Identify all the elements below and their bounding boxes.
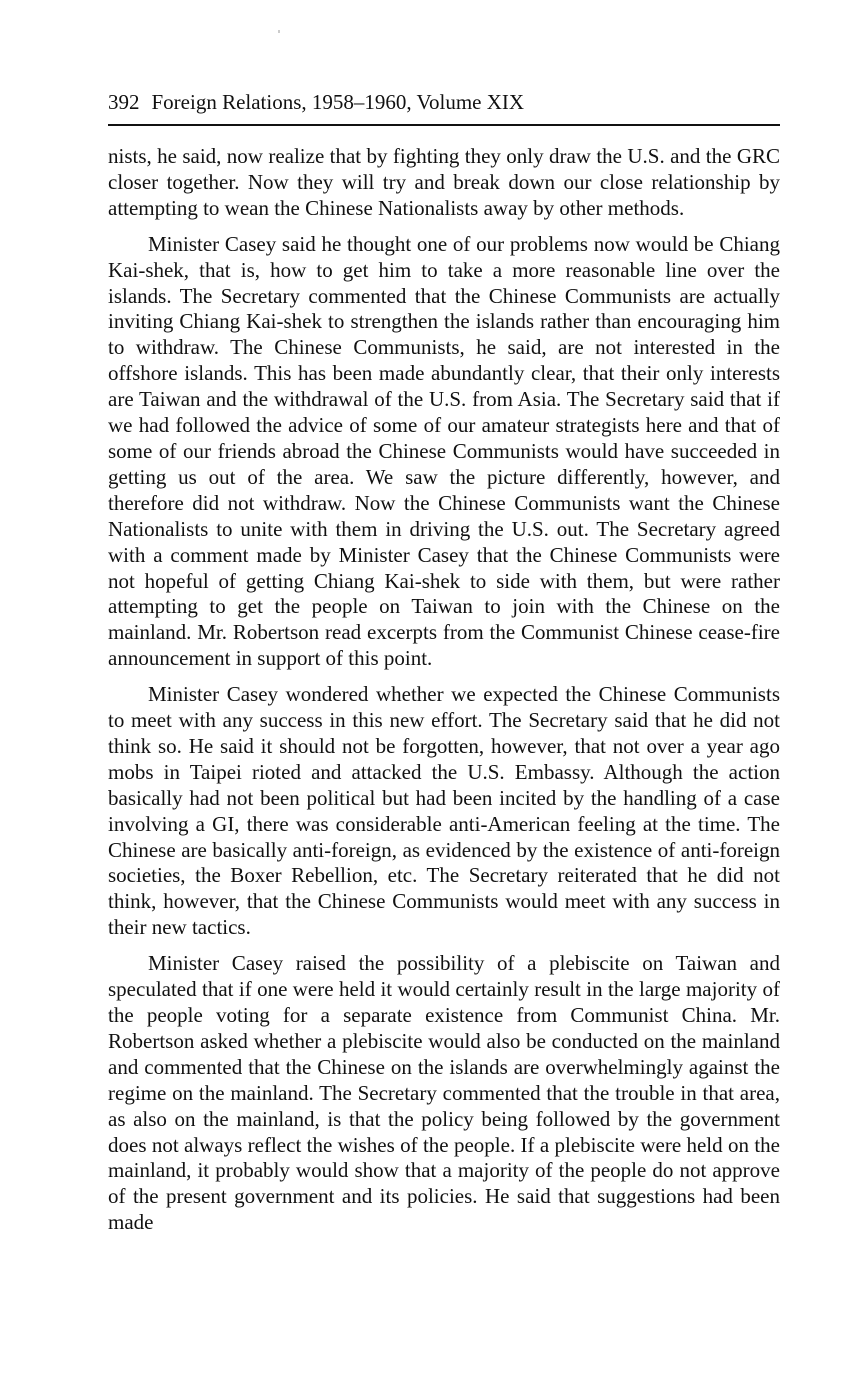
running-title: Foreign Relations, 1958–1960, Volume XIX xyxy=(151,90,525,114)
paragraph: Minister Casey wondered whether we expected the Chinese Communists to meet with any success in this new effort. The Secretary said that he did not think so. He said it should not be forgotten, however, that not over a year ago mobs in Taipei rioted and attacked the U.S. Embassy. Although the action basically had not been political but had been incited by the handling of a case involving a GI, there was considerable anti-American feeling at the time. The Chinese are basically anti-foreign, as evidenced by the existence of anti-foreign societies, the Boxer Rebellion, etc. The Secretary reiterated that he did not think, however, that the Chinese Communists would meet with any success in their new tactics. xyxy=(108,682,780,940)
paragraph-continued: nists, he said, now realize that by fighting they only draw the U.S. and the GRC closer together. Now they will try and break down our close relationship by attempting to wean the Chinese Nationalists away by other methods. xyxy=(108,144,780,220)
page-number: 392 xyxy=(108,90,140,114)
paragraph: Minister Casey said he thought one of our problems now would be Chiang Kai-shek, that is, how to get him to take a more reasonable line over the islands. The Secretary commented that the Chinese Communists are actually inviting Chiang Kai-shek to strengthen the islands rather than encouraging him to withdraw. The Chinese Communists, he said, are not interested in the offshore islands. This has been made abundantly clear, that their only interests are Taiwan and the withdrawal of the U.S. from Asia. The Secretary said that if we had followed the advice of some of our amateur strategists here and that of some of our friends abroad the Chinese Communists would have succeeded in getting us out of the area. We saw the picture differently, however, and therefore did not withdraw. Now the Chinese Communists want the Chinese Nationalists to unite with them in driving the U.S. out. The Secretary agreed with a comment made by Minister Casey that the Chinese Communists were not hopeful of getting Chiang Kai-shek to side with them, but were rather attempting to get the people on Taiwan to join with the Chinese on the mainland. Mr. Robertson read excerpts from the Communist Chinese cease-fire announcement in support of this point. xyxy=(108,231,780,671)
paragraph: Minister Casey raised the possibility of a plebiscite on Taiwan and speculated that if one were held it would certainly result in the large majority of the people voting for a separate existence from Communist China. Mr. Robertson asked whether a plebiscite would also be conducted on the mainland and commented that the Chinese on the islands are overwhelmingly against the regime on the mainland. The Secretary commented that the trouble in that area, as also on the mainland, is that the policy being followed by the government does not always reflect the wishes of the people. If a plebiscite were held on the mainland, it probably would show that a majority of the people do not approve of the present government and its policies. He said that suggestions had been made xyxy=(108,951,780,1235)
body-text xyxy=(108,144,780,1246)
scan-speck xyxy=(278,30,280,33)
running-header xyxy=(108,88,780,126)
